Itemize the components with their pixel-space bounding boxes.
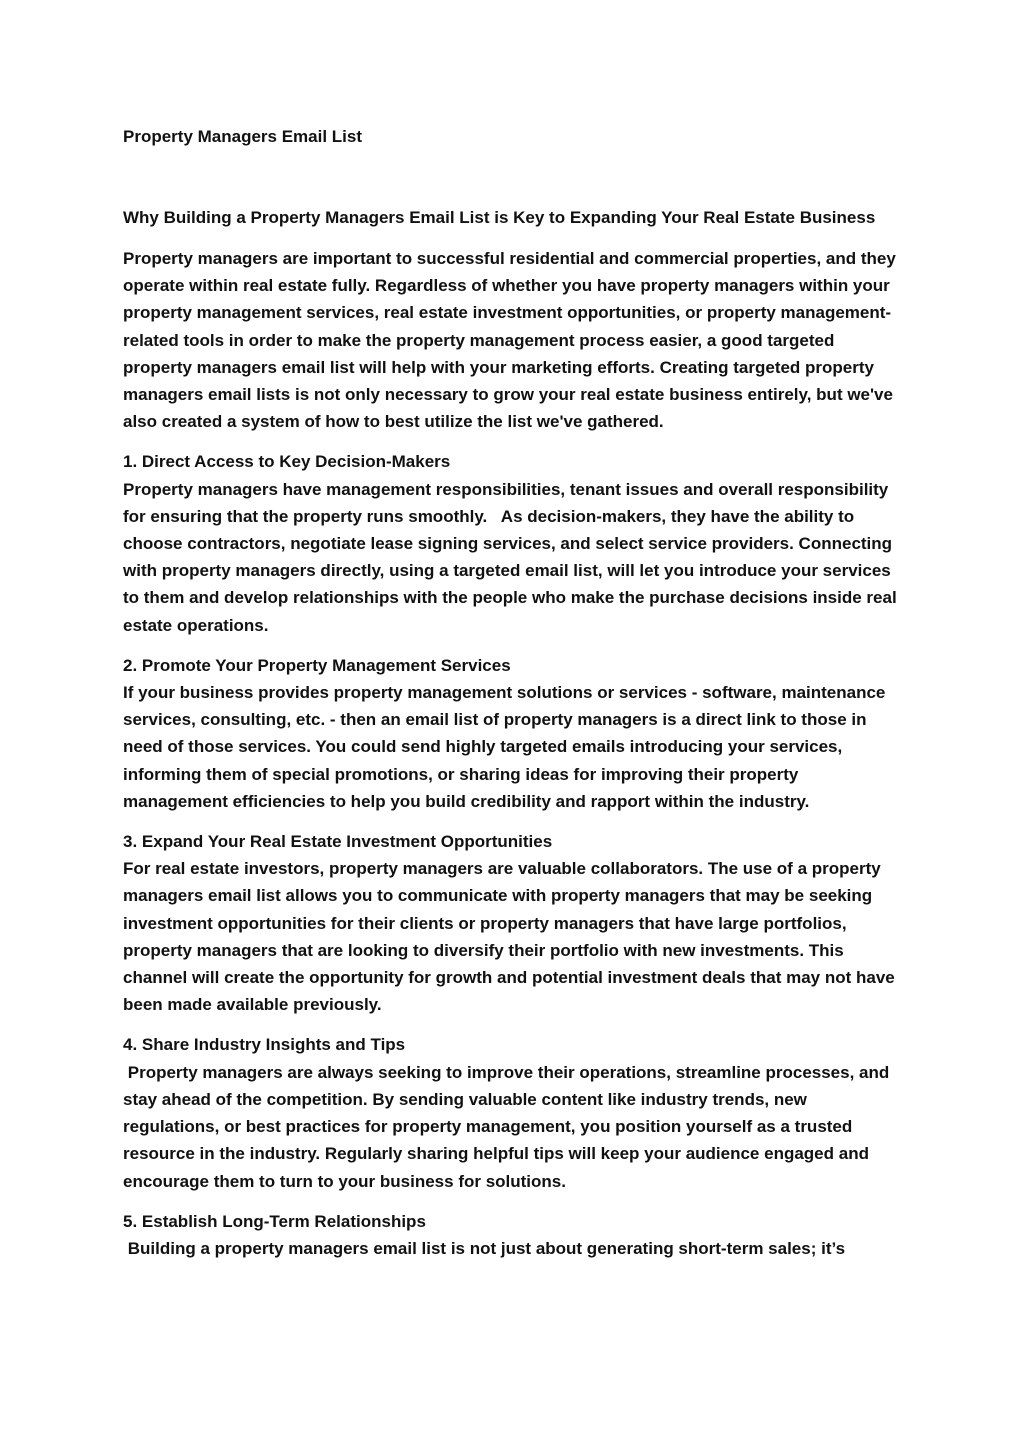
section-heading: 4. Share Industry Insights and Tips <box>123 1035 406 1055</box>
section-body: Building a property managers email list is not just about generating short-term sales; it’s <box>123 1238 846 1258</box>
section-heading: 3. Expand Your Real Estate Investment Opportunities <box>123 832 553 852</box>
section-investment-opportunities <box>123 828 903 1018</box>
section-body: Property managers are always seeking to improve their operations, streamline processes, and stay ahead of the competition. By sending valuable content like industry trends, new regulations, or best practices for property management, you position yourself as a trusted resource in the industry. Regularly sharing helpful tips will keep your audience engaged and encourage them to turn to your business for solutions. <box>123 1062 894 1191</box>
document-content <box>123 123 903 1275</box>
section-promote-services <box>123 652 903 815</box>
section-heading: 1. Direct Access to Key Decision-Makers <box>123 452 451 472</box>
section-body: For real estate investors, property managers are valuable collaborators. The use of a property managers email list allows you to communicate with property managers that may be seeking investment opportunities for their clients or property managers that have large portfolios, property managers that are looking to diversify their portfolio with new investments. This channel will create the opportunity for growth and potential investment deals that may not have been made available previously. <box>123 859 900 1015</box>
document-title: Property Managers Email List <box>123 127 363 146</box>
document-subtitle: Why Building a Property Managers Email List is Key to Expanding Your Real Estate Business <box>123 208 876 227</box>
section-body: If your business provides property management solutions or services - software, maintenance services, consulting, etc. - then an email list of property managers is a direct link to those in need of those services. You could send highly targeted emails introducing your services, informing them of special promotions, or sharing ideas for improving their property management efficiencies to help you build credibility and rapport within the industry. <box>123 683 891 811</box>
intro-paragraph: Property managers are important to successful residential and commercial properties, and they operate within real estate fully. Regardless of whether you have property managers within your property management services, real estate investment opportunities, or property management-related tools in order to make the property management process easier, a good targeted property managers email list will help with your marketing efforts. Creating targeted property managers email lists is not only necessary to grow your real estate business entirely, but we've also created a system of how to best utilize the list we've gathered. <box>123 249 896 432</box>
section-industry-insights <box>123 1031 903 1194</box>
section-heading: 2. Promote Your Property Management Services <box>123 655 511 675</box>
section-heading: 5. Establish Long-Term Relationships <box>123 1211 426 1231</box>
section-body: Property managers have management responsibilities, tenant issues and overall responsibility for ensuring that the property runs smoothly. As decision-makers, they have the ability to choose contractors, negotiate lease signing services, and select service providers. Connecting with property managers directly, using a targeted email list, will let you introduce your services to them and develop relationships with the people who make the purchase decisions inside real estate operations. <box>123 479 902 635</box>
section-long-term-relationships <box>123 1208 903 1262</box>
section-direct-access <box>123 448 903 638</box>
